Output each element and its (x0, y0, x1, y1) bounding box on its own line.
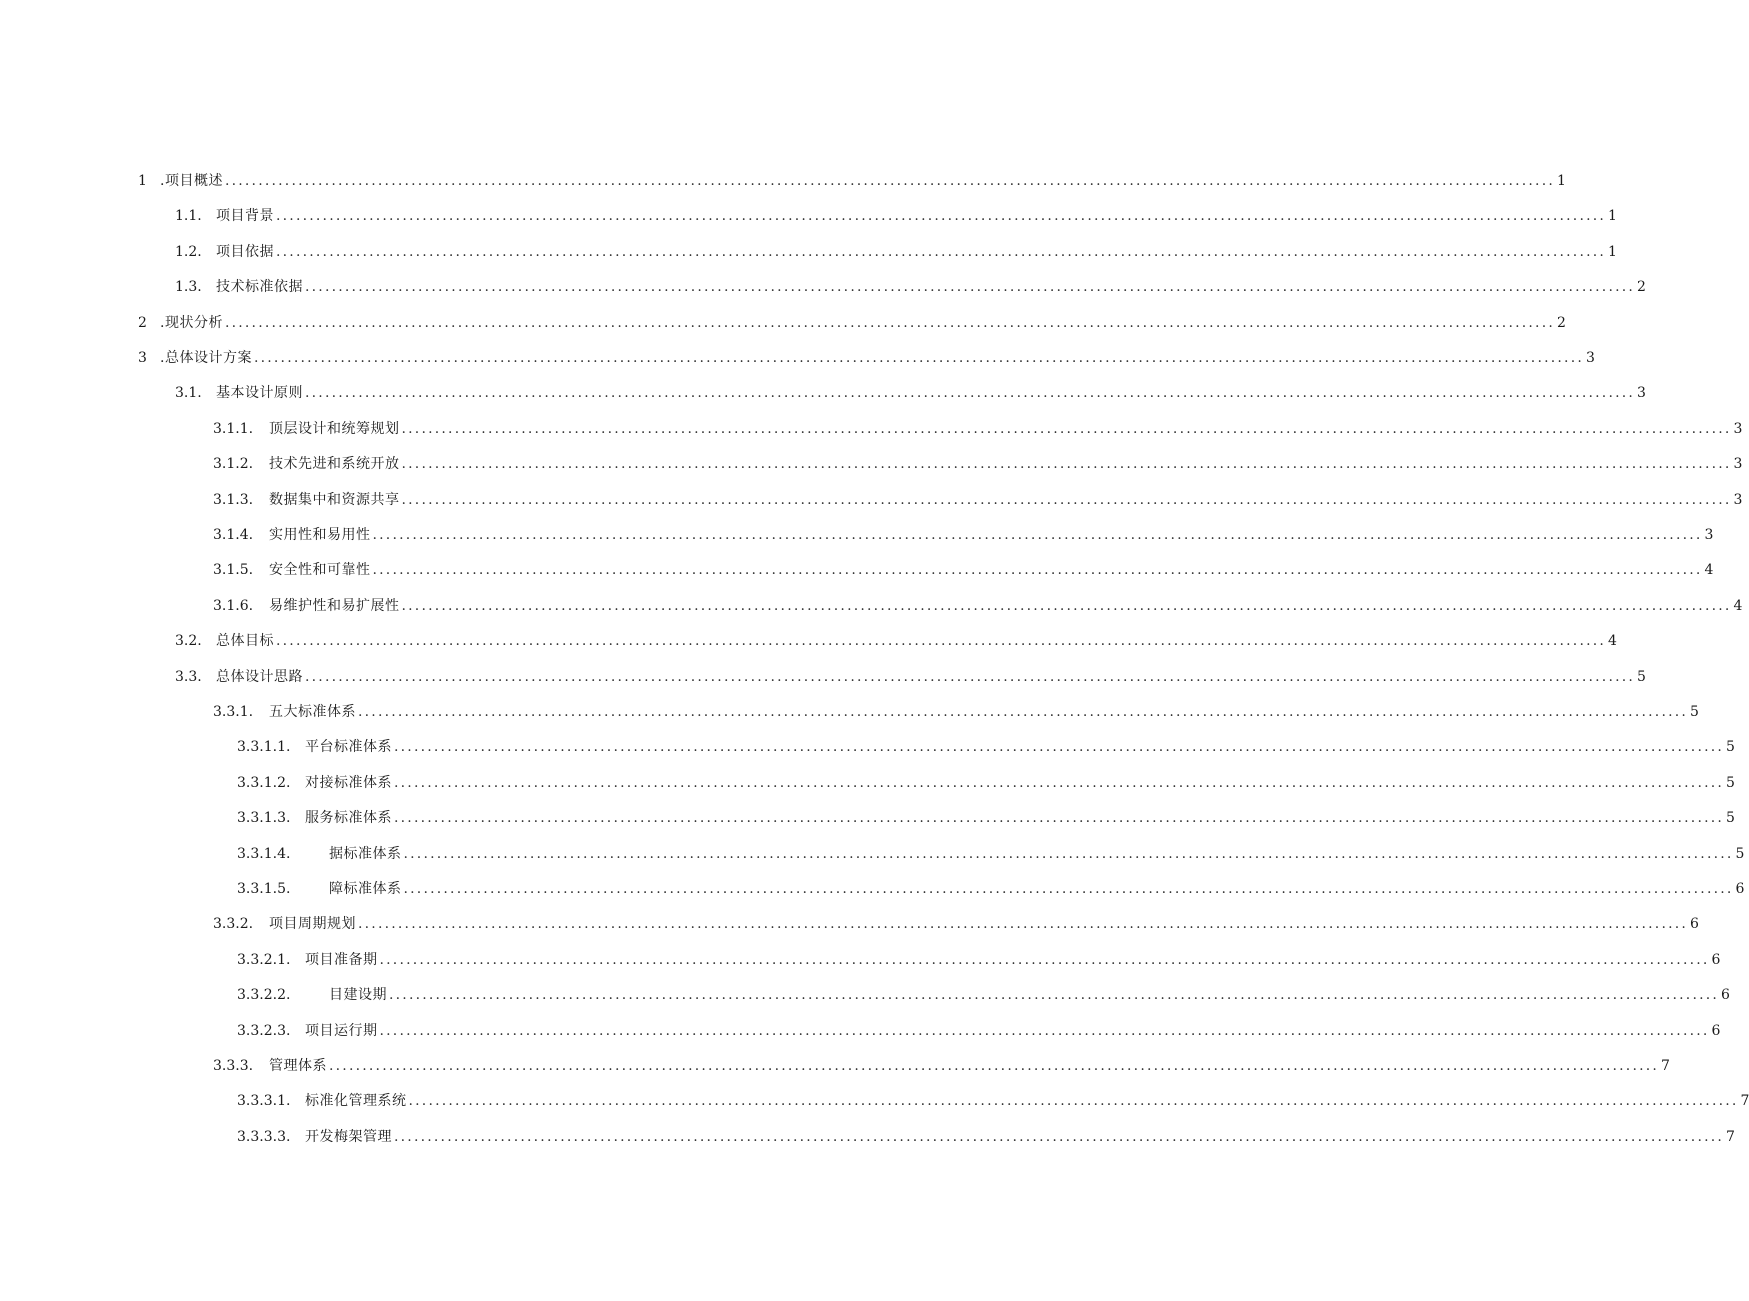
toc-entry-number: 1 (138, 173, 147, 189)
toc-entry-title: 基本设计原则 (216, 385, 303, 402)
toc-entry-title: 服务标准体系 (305, 810, 392, 827)
toc-entry-page-number: 3 (1733, 456, 1743, 473)
toc-entry[interactable] (175, 382, 1646, 404)
toc-entry-number: 3.3.1.5. (237, 881, 291, 897)
toc-entry[interactable] (213, 1055, 1670, 1077)
toc-entry-number: 3.3.3.3. (237, 1128, 291, 1145)
dot-leader: ........................................................................................................................................................................................................ (379, 1022, 1710, 1039)
toc-entry-page-number: 3 (1733, 491, 1743, 508)
toc-entry[interactable] (213, 524, 1714, 546)
toc-entry-title: 管理体系 (269, 1058, 327, 1074)
toc-entry-title: 安全性和可靠性 (269, 562, 371, 579)
toc-entry[interactable] (138, 170, 1566, 192)
toc-entry-page-number: 2 (1637, 279, 1646, 296)
toc-entry-title: 项目周期规划 (269, 916, 356, 933)
dot-leader: ........................................................................................................................................................................................................ (305, 668, 1636, 685)
toc-entry[interactable] (213, 418, 1743, 440)
toc-entry-page-number: 6 (1721, 987, 1730, 1004)
toc-entry-number: 3.1.1. (213, 420, 254, 437)
toc-entry-number: 3.1.6. (213, 597, 254, 614)
toc-entry-number: 3.3.3.1. (237, 1093, 291, 1110)
dot-leader: ........................................................................................................................................................................................................ (394, 1128, 1725, 1145)
toc-entry[interactable] (175, 666, 1646, 688)
toc-entry-title: 开发梅架管理 (305, 1128, 392, 1145)
toc-entry-number: 3.3.3. (213, 1058, 254, 1074)
toc-entry-number: 1.3. (175, 279, 202, 296)
toc-entry-title: 技术先进和系统开放 (269, 456, 400, 473)
toc-entry[interactable] (237, 772, 1735, 794)
dot-leader: ........................................................................................................................................................................................................ (394, 810, 1725, 827)
toc-entry-title: .总体设计方案 (160, 350, 252, 366)
toc-entry-number: 3.3.2.3. (237, 1022, 291, 1039)
dot-leader: ........................................................................................................................................................................................................ (224, 173, 1555, 189)
toc-entry-number: 1.2. (175, 243, 202, 260)
dot-leader: ........................................................................................................................................................................................................ (401, 456, 1732, 473)
toc-entry-title: 据标准体系 (329, 845, 402, 862)
dot-leader: ........................................................................................................................................................................................................ (305, 385, 1636, 402)
toc-entry[interactable] (213, 595, 1743, 617)
dot-leader: ........................................................................................................................................................................................................ (276, 633, 1607, 650)
dot-leader: ........................................................................................................................................................................................................ (403, 881, 1734, 897)
toc-entry-page-number: 3 (1586, 350, 1595, 366)
toc-entry-title: 标准化管理系统 (305, 1093, 407, 1110)
toc-entry[interactable] (175, 630, 1617, 652)
toc-entry-page-number: 1 (1557, 173, 1566, 189)
toc-entry-number: 3.1.3. (213, 491, 254, 508)
toc-entry-title: 总体目标 (216, 633, 274, 650)
toc-entry-page-number: 6 (1690, 916, 1699, 933)
dot-leader: ........................................................................................................................................................................................................ (276, 208, 1607, 225)
toc-entry-number: 3.3.1. (213, 704, 254, 720)
toc-entry-page-number: 4 (1608, 633, 1617, 650)
toc-entry[interactable] (237, 1090, 1749, 1112)
toc-entry[interactable] (213, 701, 1699, 723)
toc-entry[interactable] (237, 843, 1745, 865)
dot-leader: ........................................................................................................................................................................................................ (394, 739, 1725, 756)
dot-leader: ........................................................................................................................................................................................................ (372, 527, 1703, 543)
toc-entry-page-number: 5 (1726, 739, 1735, 756)
toc-entry-title: 项目背景 (216, 208, 274, 225)
toc-entry-title: 总体设计思路 (216, 668, 303, 685)
toc-entry-page-number: 5 (1726, 810, 1735, 827)
dot-leader: ........................................................................................................................................................................................................ (394, 774, 1725, 791)
toc-entry-number: 3.3.1.3. (237, 810, 291, 827)
toc-entry-title: 障标准体系 (329, 881, 402, 897)
toc-entry-number: 2 (138, 314, 147, 331)
toc-entry[interactable] (175, 205, 1617, 227)
toc-entry-number: 3.1.4. (213, 527, 254, 543)
toc-entry[interactable] (237, 949, 1721, 971)
toc-entry-page-number: 4 (1733, 597, 1743, 614)
toc-entry[interactable] (237, 878, 1745, 900)
toc-entry-page-number: 5 (1690, 704, 1699, 720)
toc-entry-page-number: 4 (1704, 562, 1714, 579)
toc-entry-page-number: 5 (1735, 845, 1745, 862)
toc-entry-page-number: 5 (1637, 668, 1646, 685)
toc-entry-number: 3.3.1.1. (237, 739, 291, 756)
toc-entry-number: 3.3.2.2. (237, 987, 291, 1004)
toc-entry[interactable] (175, 241, 1617, 263)
toc-entry-title: .现状分析 (160, 314, 223, 331)
toc-entry[interactable] (213, 559, 1714, 581)
toc-entry-page-number: 2 (1557, 314, 1566, 331)
toc-entry[interactable] (138, 312, 1566, 334)
toc-entry-page-number: 1 (1608, 243, 1617, 260)
dot-leader: ........................................................................................................................................................................................................ (358, 916, 1689, 933)
dot-leader: ........................................................................................................................................................................................................ (401, 420, 1732, 437)
toc-entry[interactable] (213, 453, 1743, 475)
toc-entry[interactable] (237, 807, 1735, 829)
toc-entry[interactable] (237, 984, 1730, 1006)
toc-entry[interactable] (237, 1020, 1721, 1042)
toc-entry[interactable] (237, 736, 1735, 758)
toc-entry-number: 1.1. (175, 208, 202, 225)
toc-entry[interactable] (175, 276, 1646, 298)
dot-leader: ........................................................................................................................................................................................................ (329, 1058, 1660, 1074)
toc-entry-title: 易维护性和易扩展性 (269, 597, 400, 614)
toc-entry-title: 平台标准体系 (305, 739, 392, 756)
toc-entry-title: 目建设期 (329, 987, 387, 1004)
toc-entry-title: 项目依据 (216, 243, 274, 260)
toc-entry-page-number: 3 (1704, 527, 1714, 543)
dot-leader: ........................................................................................................................................................................................................ (401, 491, 1732, 508)
dot-leader: ........................................................................................................................................................................................................ (253, 350, 1584, 366)
dot-leader: ........................................................................................................................................................................................................ (305, 279, 1636, 296)
toc-entry-number: 3.2. (175, 633, 202, 650)
dot-leader: ........................................................................................................................................................................................................ (408, 1093, 1739, 1110)
toc-entry-number: 3.3.1.4. (237, 845, 291, 862)
toc-entry[interactable] (237, 1126, 1735, 1148)
toc-entry-page-number: 3 (1733, 420, 1743, 437)
toc-entry-number: 3.3.2. (213, 916, 254, 933)
toc-entry-page-number: 7 (1740, 1093, 1749, 1110)
toc-entry[interactable] (213, 913, 1699, 935)
dot-leader: ........................................................................................................................................................................................................ (358, 704, 1689, 720)
dot-leader: ........................................................................................................................................................................................................ (389, 987, 1720, 1004)
toc-entry-number: 3.3. (175, 668, 202, 685)
dot-leader: ........................................................................................................................................................................................................ (403, 845, 1734, 862)
toc-entry-title: 五大标准体系 (269, 704, 356, 720)
dot-leader: ........................................................................................................................................................................................................ (401, 597, 1732, 614)
toc-entry-page-number: 7 (1661, 1058, 1670, 1074)
toc-entry-title: 项目运行期 (305, 1022, 378, 1039)
dot-leader: ........................................................................................................................................................................................................ (224, 314, 1555, 331)
toc-entry-page-number: 3 (1637, 385, 1646, 402)
toc-entry-page-number: 6 (1711, 951, 1721, 968)
toc-entry-number: 3.1. (175, 385, 202, 402)
dot-leader: ........................................................................................................................................................................................................ (276, 243, 1607, 260)
toc-entry[interactable] (213, 489, 1743, 511)
toc-entry-title: 技术标准依据 (216, 279, 303, 296)
toc-entry-title: 实用性和易用性 (269, 527, 371, 543)
toc-entry-number: 3.1.2. (213, 456, 254, 473)
toc-entry-page-number: 7 (1726, 1128, 1735, 1145)
toc-entry-number: 3.3.1.2. (237, 774, 291, 791)
dot-leader: ........................................................................................................................................................................................................ (379, 951, 1710, 968)
toc-entry-title: 数据集中和资源共享 (269, 491, 400, 508)
toc-entry-title: .项目概述 (160, 173, 223, 189)
toc-entry-title: 项目准备期 (305, 951, 378, 968)
toc-entry-page-number: 5 (1726, 774, 1735, 791)
dot-leader: ........................................................................................................................................................................................................ (372, 562, 1703, 579)
toc-entry-page-number: 6 (1711, 1022, 1721, 1039)
toc-entry-number: 3 (138, 350, 147, 366)
toc-entry-page-number: 6 (1735, 881, 1745, 897)
toc-entry[interactable] (138, 347, 1595, 369)
toc-entry-page-number: 1 (1608, 208, 1617, 225)
toc-entry-number: 3.1.5. (213, 562, 254, 579)
toc-entry-title: 顶层设计和统筹规划 (269, 420, 400, 437)
toc-entry-title: 对接标准体系 (305, 774, 392, 791)
toc-entry-number: 3.3.2.1. (237, 951, 291, 968)
